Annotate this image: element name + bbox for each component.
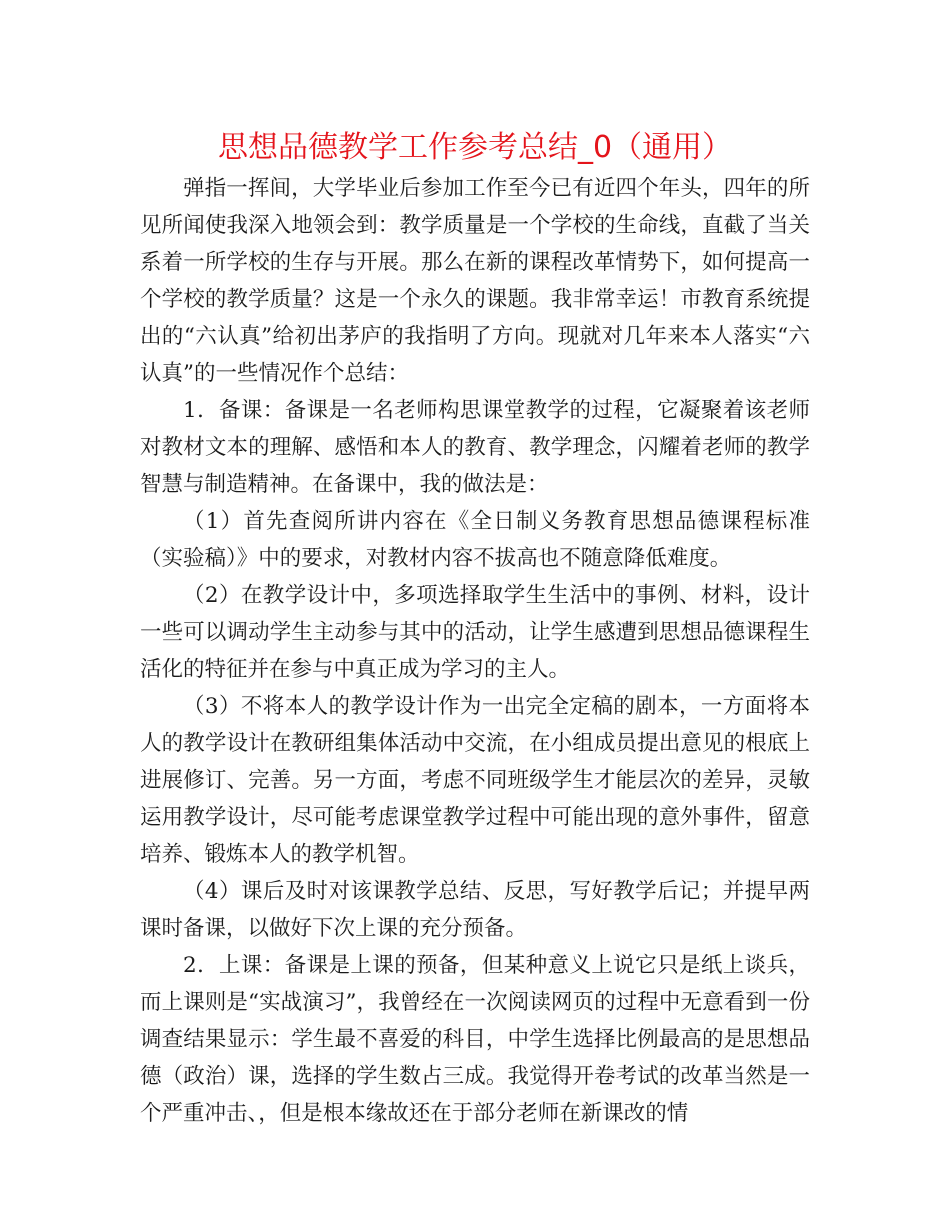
paragraph-prep-step-2: （2）在教学设计中，多项选择取学生生活中的事例、材料，设计一些可以调动学生主动参与其中的活动，让学生感遭到思想品德课程生活化的特征并在参与中真正成为学习的主人。 — [140, 583, 810, 682]
document-title: 思想品德教学工作参考总结_0（通用） — [217, 130, 733, 165]
paragraph-intro: 弹指一挥间，大学毕业后参加工作至今已有近四个年头，四年的所见所闻使我深入地领会到：教学质量是一个学校的生命线，直截了当关系着一所学校的生存与开展。那么在新的课程改革情势下，如何提高一个学校的教学质量？这是一个永久的课题。我非常幸运！市教育系统提出的“六认真”给初出茅庐的我指明了方向。现就对几年来本人落实“六认真”的一些情况作个总结： — [140, 176, 810, 386]
paragraph-prep-step-3: （3）不将本人的教学设计作为一出完全定稿的剧本，一方面将本人的教学设计在教研组集体活动中交流，在小组成员提出意见的根底上进展修订、完善。另一方面，考虑不同班级学生才能层次的差异，灵敏运用教学设计，尽可能考虑课堂教学过程中可能出现的意外事件，留意培养、锻炼本人的教学机智。 — [140, 694, 810, 867]
document-page — [140, 126, 810, 1132]
paragraph-prep-step-1: （1）首先查阅所讲内容在《全日制义务教育思想品德课程标准（实验稿）》中的要求，对教材内容不拔高也不随意降低难度。 — [140, 509, 810, 571]
paragraph-prep-step-4: （4）课后及时对该课教学总结、反思，写好教学后记；并提早两课时备课，以做好下次上课的充分预备。 — [140, 879, 810, 941]
paragraph-teaching: 2．上课：备课是上课的预备，但某种意义上说它只是纸上谈兵，而上课则是“实战演习”，我曾经在一次阅读网页的过程中无意看到一份调查结果显示：学生最不喜爱的科目，中学生选择比例最高的是思想品德（政治）课，选择的学生数占三成。我觉得开卷考试的改革当然是一个严重冲击、，但是根本缘故还在于部分老师在新课改的情 — [140, 953, 810, 1126]
paragraph-lesson-prep: 1．备课：备课是一名老师构思课堂教学的过程，它凝聚着该老师对教材文本的理解、感悟和本人的教育、教学理念，闪耀着老师的教学智慧与制造精神。在备课中，我的做法是： — [140, 398, 810, 497]
